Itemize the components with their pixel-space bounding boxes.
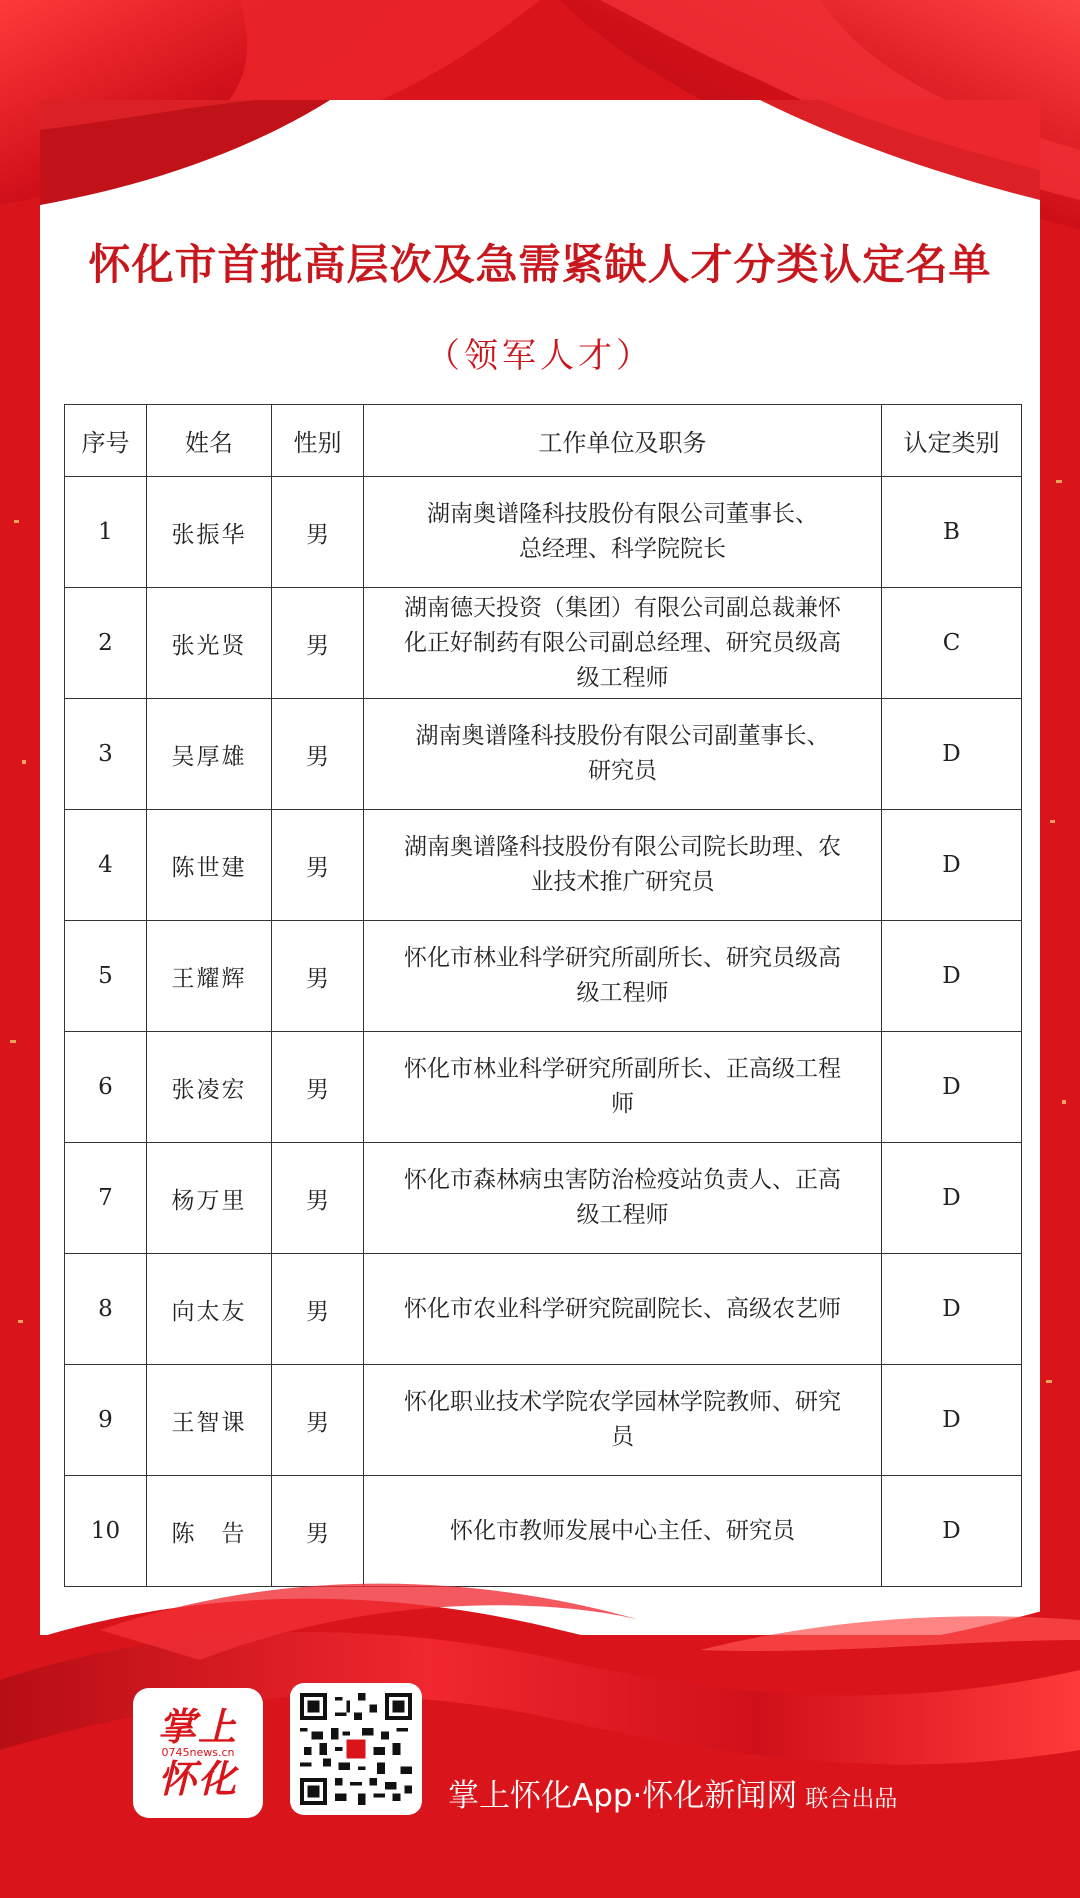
qr-code <box>290 1683 422 1815</box>
cell-no: 1 <box>65 477 147 588</box>
cell-gender: 男 <box>272 1476 364 1587</box>
cell-name: 陈 告 <box>147 1476 272 1587</box>
cell-gender: 男 <box>272 588 364 699</box>
unit-line: 怀化市林业科学研究所副所长、正高级工程 <box>404 1056 841 1082</box>
publisher-credit <box>448 1770 897 1815</box>
cell-name: 张振华 <box>147 477 272 588</box>
cell-unit <box>364 1032 882 1143</box>
unit-line: 怀化市森林病虫害防治检疫站负责人、正高 <box>404 1167 841 1193</box>
cell-unit <box>364 699 882 810</box>
unit-line: 研究员 <box>588 758 657 784</box>
cell-unit <box>364 588 882 699</box>
unit-line: 湖南奥谱隆科技股份有限公司院长助理、农 <box>404 834 841 860</box>
unit-line: 员 <box>611 1424 634 1450</box>
cell-category: D <box>882 921 1022 1032</box>
table-row <box>65 699 1022 810</box>
cell-unit <box>364 1254 882 1365</box>
unit-line: 怀化市林业科学研究所副所长、研究员级高 <box>404 945 841 971</box>
unit-line: 湖南德天投资（集团）有限公司副总裁兼怀 <box>404 594 841 621</box>
logo-domain: 0745news.cn <box>161 1746 235 1759</box>
cell-gender: 男 <box>272 1254 364 1365</box>
cell-no: 8 <box>65 1254 147 1365</box>
cell-name: 向太友 <box>147 1254 272 1365</box>
unit-line: 级工程师 <box>576 980 669 1006</box>
table-row <box>65 588 1022 699</box>
credit-main: 掌上怀化App·怀化新闻网 <box>448 1778 798 1814</box>
cell-no: 7 <box>65 1143 147 1254</box>
cell-no: 9 <box>65 1365 147 1476</box>
cell-name: 吴厚雄 <box>147 699 272 810</box>
header-category: 认定类别 <box>882 405 1022 477</box>
logo-line2: 怀化 <box>157 1757 238 1801</box>
cell-category: D <box>882 699 1022 810</box>
cell-unit <box>364 921 882 1032</box>
header-no: 序号 <box>65 405 147 477</box>
cell-no: 3 <box>65 699 147 810</box>
cell-name: 王智课 <box>147 1365 272 1476</box>
table-row <box>65 1365 1022 1476</box>
unit-line: 业技术推广研究员 <box>530 869 715 895</box>
cell-category: B <box>882 477 1022 588</box>
cell-no: 5 <box>65 921 147 1032</box>
page-subtitle: （领军人才） <box>426 336 654 376</box>
cell-gender: 男 <box>272 477 364 588</box>
unit-line: 湖南奥谱隆科技股份有限公司董事长、 <box>427 501 818 527</box>
cell-name: 杨万里 <box>147 1143 272 1254</box>
unit-line: 化正好制药有限公司副总经理、研究员级高 <box>404 629 841 656</box>
header-unit: 工作单位及职务 <box>364 405 882 477</box>
table-row <box>65 810 1022 921</box>
cell-gender: 男 <box>272 699 364 810</box>
unit-line: 怀化市农业科学研究院副院长、高级农艺师 <box>404 1295 841 1322</box>
table-row <box>65 1254 1022 1365</box>
table-row <box>65 1143 1022 1254</box>
cell-gender: 男 <box>272 1365 364 1476</box>
unit-line: 湖南奥谱隆科技股份有限公司副董事长、 <box>415 723 830 749</box>
cell-category: D <box>882 810 1022 921</box>
cell-category: D <box>882 1254 1022 1365</box>
cell-no: 10 <box>65 1476 147 1587</box>
cell-unit <box>364 810 882 921</box>
unit-line: 级工程师 <box>576 664 669 691</box>
page-title: 怀化市首批高层次及急需紧缺人才分类认定名单 <box>88 240 992 289</box>
cell-gender: 男 <box>272 1032 364 1143</box>
cell-category: D <box>882 1032 1022 1143</box>
credit-small: 联合出品 <box>805 1786 898 1812</box>
unit-line: 师 <box>611 1091 634 1117</box>
cell-unit <box>364 1365 882 1476</box>
logo-icon <box>133 1688 263 1818</box>
cell-no: 6 <box>65 1032 147 1143</box>
cell-gender: 男 <box>272 810 364 921</box>
table-row <box>65 921 1022 1032</box>
unit-line: 总经理、科学院院长 <box>519 536 726 562</box>
table-row <box>65 1032 1022 1143</box>
talent-table <box>64 404 1022 1587</box>
cell-category: D <box>882 1476 1022 1587</box>
cell-unit <box>364 1143 882 1254</box>
header-name: 姓名 <box>147 405 272 477</box>
unit-line: 怀化职业技术学院农学园林学院教师、研究 <box>404 1389 841 1415</box>
table-row <box>65 477 1022 588</box>
cell-name: 王耀辉 <box>147 921 272 1032</box>
cell-gender: 男 <box>272 921 364 1032</box>
cell-name: 陈世建 <box>147 810 272 921</box>
cell-gender: 男 <box>272 1143 364 1254</box>
cell-no: 2 <box>65 588 147 699</box>
table-header-row <box>65 405 1022 477</box>
cell-name: 张光贤 <box>147 588 272 699</box>
cell-unit <box>364 477 882 588</box>
logo-line1: 掌上 <box>157 1705 238 1749</box>
cell-no: 4 <box>65 810 147 921</box>
cell-category: C <box>882 588 1022 699</box>
unit-line: 级工程师 <box>576 1202 669 1228</box>
cell-category: D <box>882 1365 1022 1476</box>
header-gender: 性别 <box>272 405 364 477</box>
cell-category: D <box>882 1143 1022 1254</box>
cell-name: 张凌宏 <box>147 1032 272 1143</box>
unit-line: 怀化市教师发展中心主任、研究员 <box>450 1517 795 1544</box>
